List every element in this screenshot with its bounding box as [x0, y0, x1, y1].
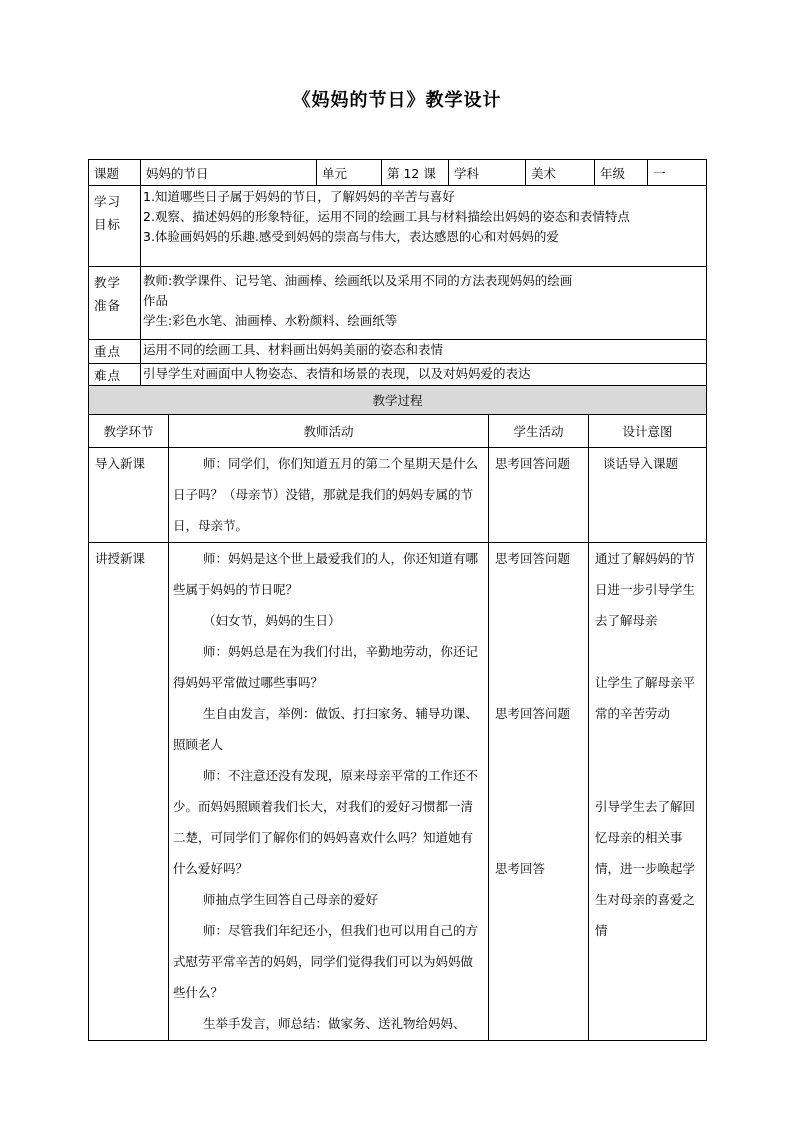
- key-label: 重点: [89, 340, 141, 364]
- stage-cell: 讲授新课: [89, 543, 169, 1041]
- teacher-paragraph: 师：尽管我们年纪还小，但我们也可以用自己的方式慰劳平常辛苦的妈妈，同学们觉得我们可以为妈妈做些什么？: [173, 923, 479, 1000]
- teacher-paragraph: 生自由发言，举例：做饭、打扫家务、辅导功课、照顾老人: [173, 706, 479, 752]
- teacher-cell: [169, 448, 489, 543]
- key-row: [89, 340, 707, 364]
- key-text: 运用不同的绘画工具、材料画出妈妈美丽的姿态和表情: [141, 340, 707, 364]
- teacher-cell: [169, 543, 489, 1041]
- teacher-paragraph: 师：妈妈是这个世上最爱我们的人，你还知道有哪些属于妈妈的节日呢？: [173, 551, 479, 597]
- goal-item: 3.体验画妈妈的乐趣.感受到妈妈的崇高与伟大，表达感恩的心和对妈妈的爱: [143, 229, 559, 244]
- process-title: 教学过程: [89, 386, 707, 415]
- goal-item: 2.观察、描述妈妈的形象特征，运用不同的绘画工具与材料描绘出妈妈的姿态和表情特点: [143, 209, 630, 224]
- header-intent: 设计意图: [589, 415, 707, 448]
- page-title: 《妈妈的节日》教学设计: [292, 90, 502, 111]
- teacher-paragraph: 师抽点学生回答自己母亲的爱好: [203, 892, 379, 907]
- difficulty-text: 引导学生对画面中人物姿态、表情和场景的表现，以及对妈妈爱的表达: [141, 364, 707, 389]
- goals-text: [141, 186, 707, 267]
- grade-value: 一: [648, 160, 707, 186]
- header-teacher: 教师活动: [169, 415, 489, 448]
- prep-label: [89, 267, 141, 340]
- unit-value: 第 12 课: [382, 160, 449, 186]
- info-table: [88, 159, 707, 389]
- prep-line: 作品: [143, 293, 169, 308]
- intent-text: 通过了解妈妈的节日进一步引导学生去了解母亲: [595, 551, 696, 628]
- unit-label: 单元: [317, 160, 382, 186]
- goals-label-line-2: 目标: [94, 217, 122, 232]
- teacher-paragraph: （妇女节，妈妈的生日）: [203, 613, 341, 628]
- goal-item: 1.知道哪些日子属于妈妈的节日，了解妈妈的辛苦与喜好: [143, 189, 455, 204]
- teacher-paragraph: 师：同学们，你们知道五月的第二个星期天是什么日子吗？（母亲节）没错，那就是我们的妈妈专属的节日，母亲节。: [173, 456, 479, 533]
- course-value: 妈妈的节日: [141, 160, 317, 186]
- intent-text: 引导学生去了解回忆母亲的相关事情，进一步唤起学生对母亲的喜爱之情: [595, 799, 696, 938]
- intent-cell: [589, 543, 707, 1041]
- grade-label: 年级: [595, 160, 648, 186]
- teacher-paragraph: 生举手发言，师总结：做家务、送礼物给妈妈、: [203, 1016, 466, 1031]
- prep-line: 教师:教学课件、记号笔、油画棒、绘画纸以及采用不同的方法表现妈妈的绘画: [143, 273, 573, 288]
- student-activity: 思考回答问题: [495, 456, 571, 471]
- process-table: [88, 385, 707, 1041]
- process-header-row: [89, 415, 707, 448]
- prep-line: 学生:彩色水笔、油画棒、水粉颜料、绘画纸等: [143, 313, 398, 328]
- intent-cell: [589, 448, 707, 543]
- prep-text: [141, 267, 707, 340]
- student-activity: 思考回答问题: [495, 551, 571, 566]
- header-stage: 教学环节: [89, 415, 169, 448]
- goals-label-line-1: 学习: [94, 194, 122, 209]
- prep-label-line-1: 教学: [94, 275, 122, 290]
- stage-cell: 导入新课: [89, 448, 169, 543]
- subject-label: 学科: [449, 160, 526, 186]
- prep-row: [89, 267, 707, 340]
- goals-row: [89, 186, 707, 267]
- teacher-paragraph: 师：不注意还没有发现，原来母亲平常的工作还不少。而妈妈照顾着我们长大，对我们的爱好习惯都一清二楚，可同学们了解你们的妈妈喜欢什么吗？知道她有什么爱好吗？: [173, 768, 479, 876]
- info-row: [89, 160, 707, 186]
- intro-row: [89, 448, 707, 543]
- intent-text: 谈话导入课题: [603, 456, 679, 471]
- difficulty-label: 难点: [89, 364, 141, 389]
- student-cell: [489, 543, 589, 1041]
- teacher-paragraph: 师：妈妈总是在为我们付出，辛勤地劳动，你还记得妈妈平常做过哪些事吗？: [173, 644, 479, 690]
- header-student: 学生活动: [489, 415, 589, 448]
- process-title-row: [89, 386, 707, 415]
- student-activity: 思考回答问题: [495, 706, 571, 721]
- intent-text: 让学生了解母亲平常的辛苦劳动: [595, 675, 696, 721]
- subject-value: 美术: [526, 160, 595, 186]
- student-activity: 思考回答: [495, 861, 546, 876]
- prep-label-line-2: 准备: [94, 298, 122, 313]
- course-label: 课题: [89, 160, 141, 186]
- goals-label: [89, 186, 141, 267]
- lesson-row: [89, 543, 707, 1041]
- student-cell: [489, 448, 589, 543]
